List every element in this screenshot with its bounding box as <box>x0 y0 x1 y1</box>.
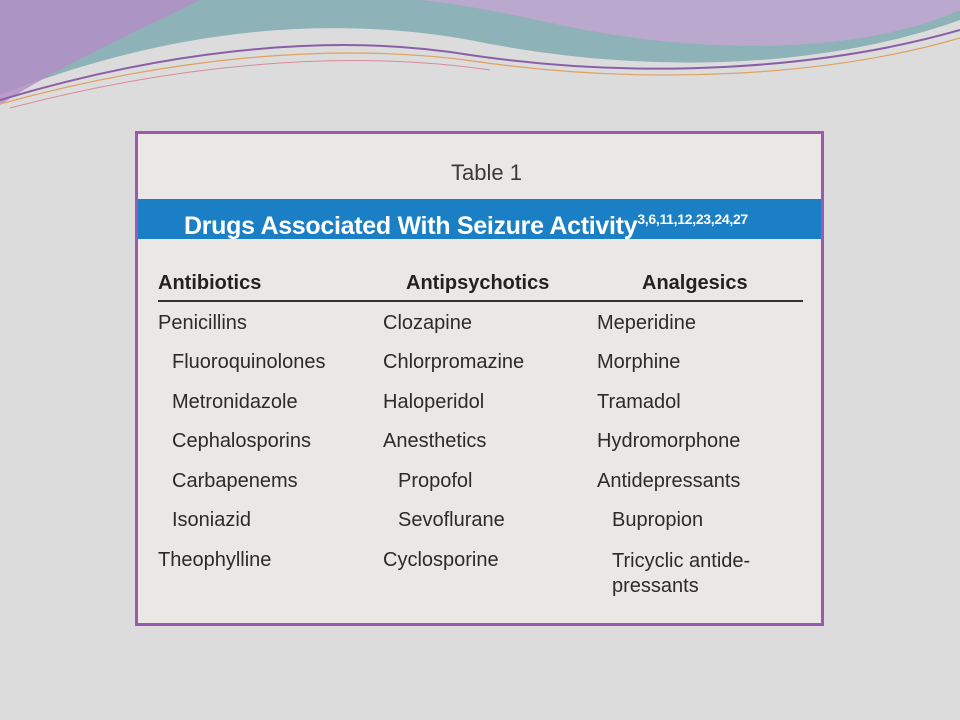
table-cell: Cyclosporine <box>383 549 499 571</box>
table-cell: Isoniazid <box>172 509 251 531</box>
table-cell: Tramadol <box>597 391 681 413</box>
table-cell: Carbapenems <box>172 470 298 492</box>
table-cell: Anesthetics <box>383 430 487 452</box>
header-rule <box>158 300 803 302</box>
column-header-analgesics: Analgesics <box>642 272 748 294</box>
table-caption: Table 1 <box>451 160 522 185</box>
table-cell: Tricyclic antide- pressants <box>612 550 751 597</box>
table-cell: Morphine <box>597 351 681 373</box>
table-cell: Bupropion <box>612 509 704 531</box>
table-cell: Propofol <box>398 470 473 492</box>
table-cell: Hydromorphone <box>597 430 741 452</box>
table-cell: Antidepressants <box>597 470 741 492</box>
table-cell: Clozapine <box>383 312 472 334</box>
table-cell: Metronidazole <box>172 391 298 413</box>
decorative-wave-banner <box>0 0 960 110</box>
table-figure <box>135 131 824 626</box>
title-references: 3,6,11,12,23,24,27 <box>637 211 748 227</box>
table-title: Drugs Associated With Seizure Activity <box>184 212 638 240</box>
column-header-antipsychotics: Antipsychotics <box>406 272 550 294</box>
table-cell: Sevoflurane <box>398 509 505 531</box>
column-header-antibiotics: Antibiotics <box>158 272 262 294</box>
table-cell: Meperidine <box>597 312 696 334</box>
table-cell: Haloperidol <box>383 391 485 413</box>
table-cell: Chlorpromazine <box>383 351 525 373</box>
table-cell: Penicillins <box>158 312 247 334</box>
table-cell: Fluoroquinolones <box>172 351 326 373</box>
table-cell: Theophylline <box>158 549 272 571</box>
table-title-bar <box>138 199 821 239</box>
table-cell: Cephalosporins <box>172 430 311 452</box>
